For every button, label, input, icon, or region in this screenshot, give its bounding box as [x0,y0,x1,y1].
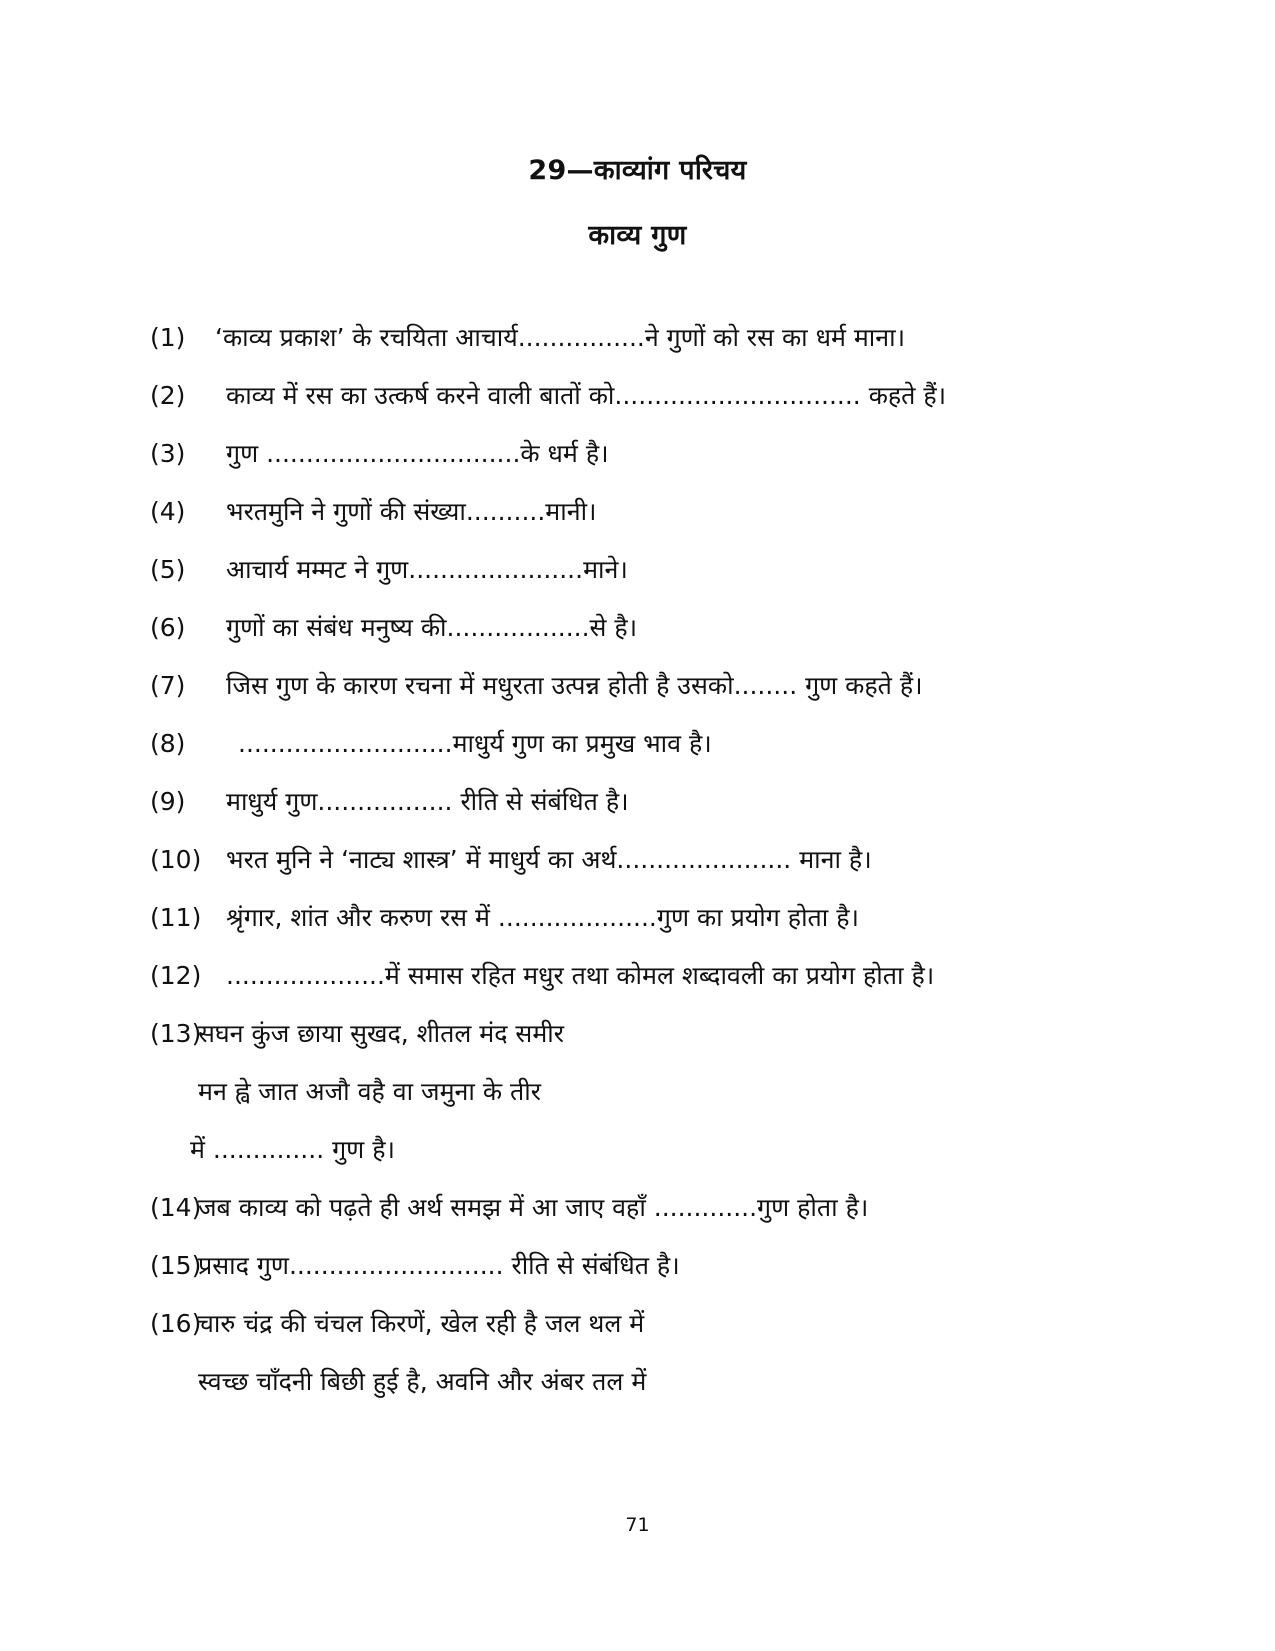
question-text: श्रृंगार, शांत और करुण रस में ....................गुण का प्रयोग होता है। [226,903,859,932]
question-text: प्रसाद गुण........................... रीति से संबंधित है। [198,1251,680,1280]
verse-line: स्वच्छ चाँदनी बिछी हुई है, अवनि और अंबर तल में [198,1367,647,1396]
question-text: गुणों का संबंध मनुष्य की..................से है। [226,613,638,642]
question-text: काव्य में रस का उत्कर्ष करने वाली बातों को............................... कहते हैं। [226,381,947,410]
section-subtitle: काव्य गुण [588,220,687,251]
page-number: 71 [625,1514,650,1536]
verse-line: सघन कुंज छाया सुखद, शीतल मंद समीर [198,1019,564,1048]
question-number: (1) [150,323,186,352]
question-number: (15) [150,1251,202,1280]
question-text: जब काव्य को पढ़ते ही अर्थ समझ में आ जाए वहाँ .............गुण होता है। [198,1193,869,1222]
question-text: ...........................माधुर्य गुण का प्रमुख भाव है। [238,729,712,758]
question-number: (6) [150,613,186,642]
question-text: आचार्य मम्मट ने गुण......................माने। [226,555,628,584]
question-number: (2) [150,381,186,410]
question-number: (16) [150,1309,202,1338]
question-text: ....................में समास रहित मधुर तथा कोमल शब्दावली का प्रयोग होता है। [226,961,935,990]
question-number: (12) [150,961,202,990]
question-text: में .............. गुण है। [190,1135,395,1164]
question-number: (11) [150,903,202,932]
question-text: ‘काव्य प्रकाश’ के रचयिता आचार्य................ने गुणों को रस का धर्म माना। [215,323,906,352]
question-text: माधुर्य गुण................. रीति से संबंधित है। [226,787,629,816]
question-text: भरत मुनि ने ‘नाट्य शास्त्र’ में माधुर्य का अर्थ...................... माना है। [226,845,872,874]
question-number: (4) [150,497,186,526]
question-number: (9) [150,787,186,816]
question-number: (8) [150,729,186,758]
question-number: (7) [150,671,186,700]
question-text: जिस गुण के कारण रचना में मधुरता उत्पन्न होती है उसको........ गुण कहते हैं। [226,671,923,700]
verse-line: चारु चंद्र की चंचल किरणें, खेल रही है जल थल में [198,1309,645,1338]
question-number: (3) [150,439,186,468]
question-text: भरतमुनि ने गुणों की संख्या..........मानी। [226,497,597,526]
question-number: (10) [150,845,202,874]
question-number: (13) [150,1019,202,1048]
question-number: (5) [150,555,186,584]
question-text: गुण ................................के धर्म है। [226,439,609,468]
question-number: (14) [150,1193,202,1222]
verse-line: मन ह्वे जात अजौ वहै वा जमुना के तीर [198,1077,541,1106]
chapter-title: 29—काव्यांग परिचय [528,155,747,186]
